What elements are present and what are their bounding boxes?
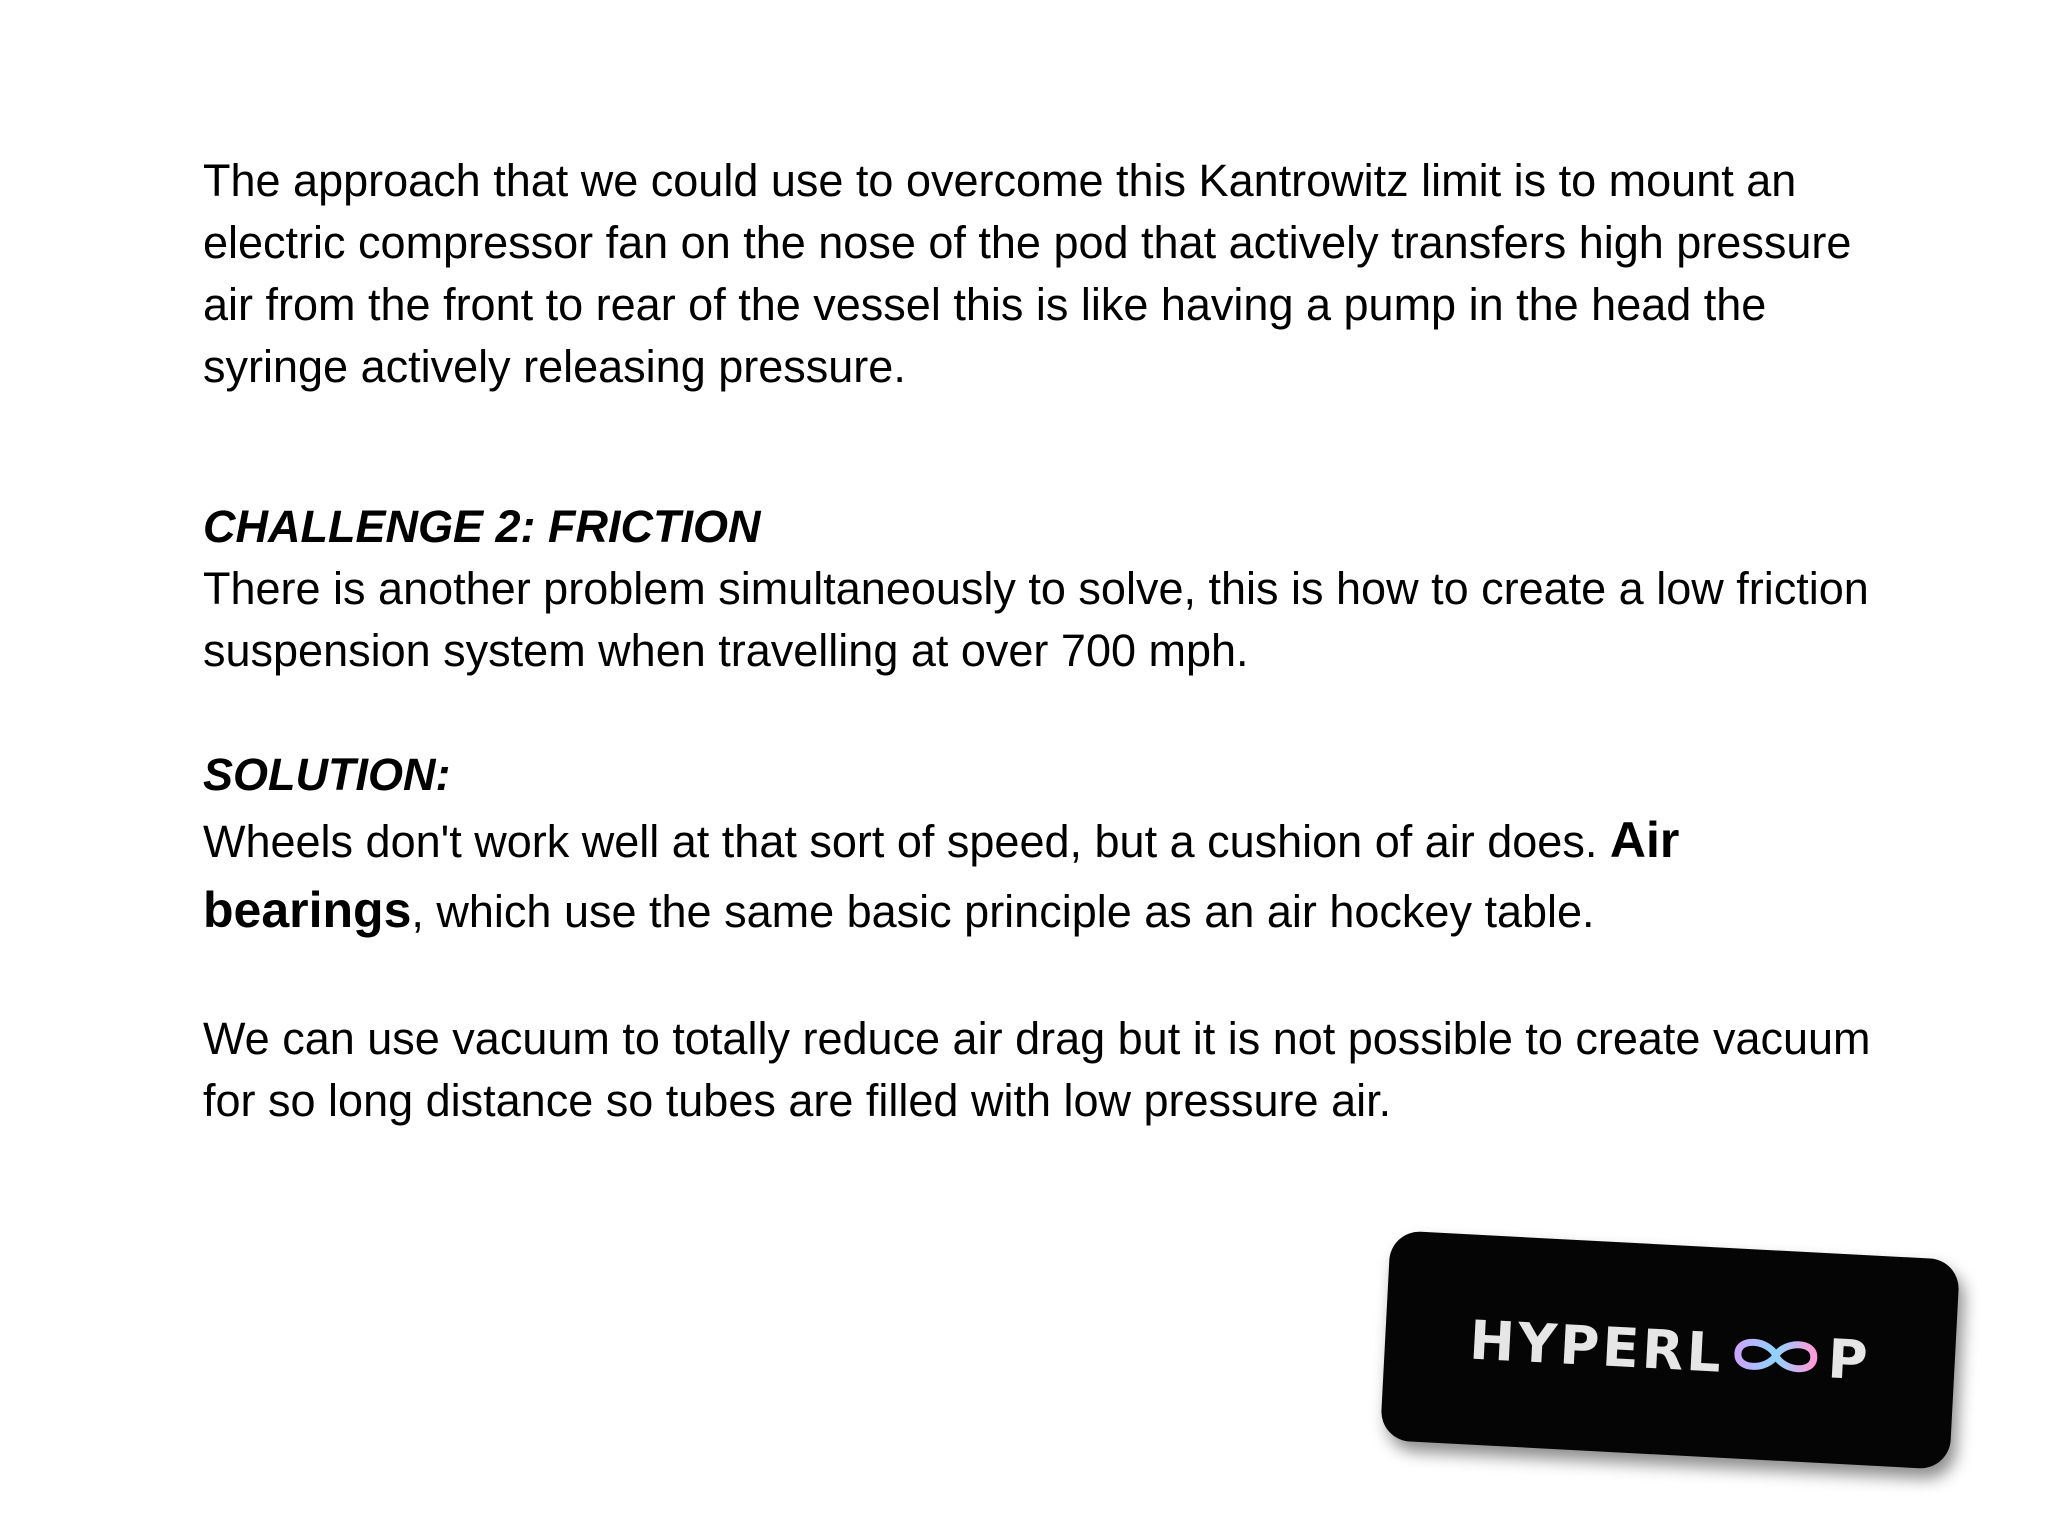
logo-wordmark	[1468, 1308, 1872, 1392]
logo-text-left: HYPERL	[1467, 1308, 1726, 1385]
infinity-icon	[1727, 1328, 1825, 1383]
challenge-text: There is another problem simultaneously to solve, this is how to create a low friction suspension system when travelling at over 700 mph.	[203, 563, 1869, 676]
solution-text-after: , which use the same basic principle as an air hockey table.	[411, 886, 1595, 937]
slide-text	[203, 150, 1903, 1132]
challenge-heading: CHALLENGE 2: FRICTION	[203, 501, 761, 552]
hyperloop-logo	[1380, 1230, 1960, 1470]
logo-text-right: P	[1826, 1326, 1873, 1392]
air-bearings-term: Air bearings	[203, 812, 1680, 938]
solution-heading: SOLUTION:	[203, 749, 451, 800]
solution-text	[203, 806, 1903, 946]
kantrowitz-paragraph: The approach that we could use to overcome this Kantrowitz limit is to mount an electric compressor fan on the nose of the pod that actively transfers high pressure air from the front to rear of the vessel this is like having a pump in the head the syringe actively releasing pressure.	[203, 155, 1852, 392]
logo-badge	[1380, 1230, 1960, 1470]
solution-text-before: Wheels don't work well at that sort of speed, but a cushion of air does.	[203, 816, 1610, 867]
vacuum-paragraph: We can use vacuum to totally reduce air drag but it is not possible to create vacuum for so long distance so tubes are filled with low pressure air.	[203, 1013, 1871, 1126]
